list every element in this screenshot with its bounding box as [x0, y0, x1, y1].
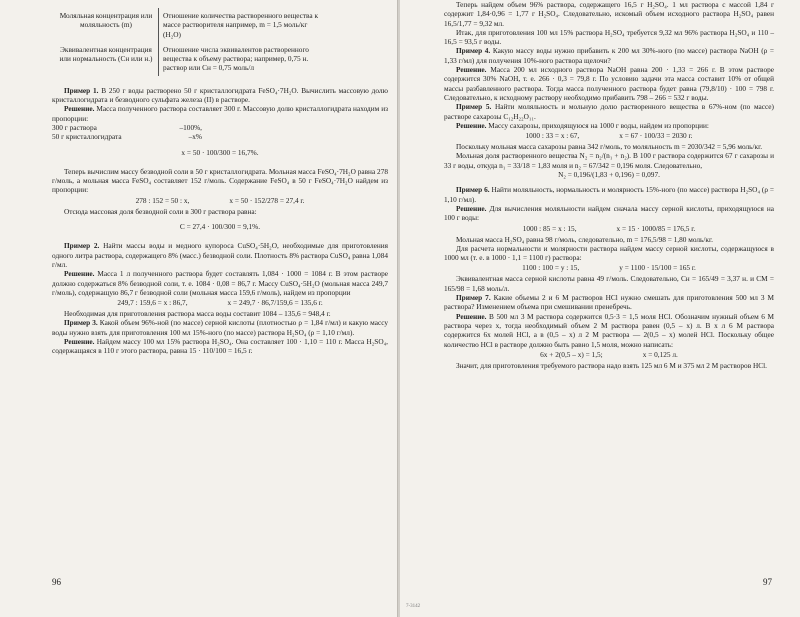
- right-page: [400, 0, 800, 617]
- equation: 278 : 152 = 50 : x,: [135, 195, 190, 205]
- proportion-right: –x%: [188, 132, 202, 142]
- paragraph: Поскольку мольная масса сахарозы равна 342 г/моль, то моляльность m = 2030/342 = 5,96 моль/кг.: [456, 142, 763, 152]
- paragraph: Отсюда массовая доля безводной соли в 300 г раствора равна:: [64, 206, 257, 216]
- page-number: 96: [52, 577, 61, 587]
- equation-row: [444, 262, 774, 274]
- paragraph: Эквивалентная масса серной кислоты равна 49 г/моль. Следовательно, Cн = 165/49 = 3,37 н. и CM = 165/98 = 1,68 моль/л.: [444, 274, 774, 293]
- paragraph: Мольная масса H₂SO₄ равна 98 г/моль, следовательно, m = 176,5/98 = 1,80 моль/кг.: [456, 234, 713, 244]
- example-2-solution: Решение. Масса 1 л полученного раствора будет составлять 1,084 · 1000 = 1084 г. В этом растворе должно содержаться 8% безводной соли, т. е. 1084 · 0,08 = 86,7 г. Массу CuSO₄·5H₂O (мольная масса 249,7 г/моль), содержащую 86,7 г безводной соли (мольная масса 159,6 г/моль), найдем из пропорции: [52, 269, 388, 297]
- example-7-text: Пример 7. Какие объемы 2 и 6 M растворов HCl нужно смешать для приготовления 500 мл 3 M раствора? Изменением объема при смешивании пренебречь.: [444, 293, 774, 312]
- paragraph: Значит, для приготовления требуемого раствора надо взять 125 мл 6 M и 375 мл 2 M растворов HCl.: [456, 360, 767, 370]
- equation: y = 1100 · 15/100 = 165 г.: [619, 263, 696, 273]
- example-6-text: Пример 6. Найти моляльность, нормальность и молярность 15%-ного (по массе) раствора H₂SO₄ (ρ = 1,10 г/мл).: [444, 185, 774, 204]
- example-1-solution: Решение. Масса полученного раствора составляет 300 г. Массовую долю кристаллогидрата находим из пропорции:: [52, 104, 388, 123]
- equation: x = 50 · 100/300 = 16,7%.: [181, 147, 259, 157]
- example-1-text: Пример 1. В 250 г воды растворено 50 г кристаллогидрата FeSO₄·7H₂O. Вычислить массовую долю кристаллогидрата и безводного сульфата железа (II) в растворе.: [52, 85, 388, 105]
- paragraph: Мольная доля растворенного вещества N₂ = n₂/(n₁ + n₂). В 100 г раствора содержится 67 г сахарозы и 33 г воды, откуда n₁ = 33/18 = 1,83 моля и n₂ = 67/342 = 0,196 моля. Следовательно,: [444, 151, 774, 170]
- equation-row: [444, 349, 774, 361]
- example-3-text: Пример 3. Какой объем 96%-ной (по массе) серной кислоты (плотностью ρ = 1,84 г/мл) и какую массу воды нужно взять для приготовления 100 мл 15%-ного (по массе) раствора H₂SO₄ (ρ = 1,10 г/мл).: [52, 318, 388, 337]
- signature-stamp: 7-3142: [406, 604, 421, 609]
- equation: x = 0,125 л.: [642, 349, 678, 359]
- paragraph: Необходимая для приготовления раствора масса воды составит 1084 – 135,6 = 948,4 г.: [64, 309, 331, 319]
- equation: x = 50 · 152/278 = 27,4 г.: [229, 195, 305, 205]
- proportion-right: –100%,: [179, 122, 202, 132]
- equation-row: [52, 195, 388, 207]
- proportion-left: 300 г раствора: [52, 122, 97, 132]
- paragraph: Теперь найдем объем 96% раствора, содержащего 16,5 г H₂SO₄. 1 мл раствора с массой 1,84 г содержит 1,84·0,96 = 1,77 г H₂SO₄. Следовательно, искомый объем исходного раствора H₂SO₄ равен 16,5/1,77 = 9,32 мл.: [444, 0, 774, 28]
- def-desc: Отношение числа эквивалентов растворенного вещества к объему раствора; например, 0,75 н. раствор или Cн = 0,75 моль/л: [163, 44, 309, 73]
- left-page: [0, 0, 398, 617]
- equation: 6x + 2(0,5 – x) = 1,5;: [540, 349, 603, 359]
- def-term: Моляльная концентрация или моляльность (m): [54, 8, 159, 42]
- example-7-solution: Решение. В 500 мл 3 M раствора содержится 0,5·3 = 1,5 моля HCl. Обозначим нужный объем 6 M раствора через x, тогда необходимый объем 2 M раствора равен (0,5 – x) л. В x л 6 M раствора содержится 6x молей HCl, а в (0,5 – x) л 2 M раствора — 2(0,5 – x) молей HCl. Поскольку общее количество HCl в растворе должно быть равно 1,5 моля, можно написать:: [444, 311, 774, 349]
- def-desc: Отношение количества растворенного вещества к массе растворителя например, m = 1,5 моль/кг (H₂O): [163, 11, 318, 39]
- table-row: [54, 8, 324, 42]
- paragraph: Итак, для приготовления 100 мл 15% раствора H₂SO₄ требуется 9,32 мл 96% раствора H₂SO₄ и 110 – 16,5 = 93,5 г воды.: [444, 27, 774, 47]
- equation: x = 67 · 100/33 = 2030 г.: [619, 131, 693, 141]
- example-4-solution: Решение. Масса 200 мл исходного раствора NaOH равна 200 · 1,33 = 266 г. В этом растворе содержится 30% NaOH, т. е. 266 · 0,3 = 79,8 г. По условию задачи эта масса составит 10% от общей массы разбавленного раствора. Тогда масса полученного раствора будет равна (79,8/10) · 100 = 798 г. Следовательно, к исходному раствору необходимо прибавить 798 – 266 = 532 г воды.: [444, 65, 774, 102]
- equation: 1000 : 85 = x : 15,: [522, 223, 577, 233]
- def-term: Эквивалентная концентрация или нормальность (Cн или н.): [54, 42, 159, 76]
- equation: x = 249,7 · 86,7/159,6 = 135,6 г.: [227, 298, 323, 308]
- example-2-text: Пример 2. Найти массы воды и медного купороса CuSO₄·5H₂O, необходимые для приготовления одного литра раствора, содержащего 8% (масс.) безводной соли. Плотность 8% раствора CuSO₄ равна 1,084 г/мл.: [52, 241, 388, 269]
- proportion-row: [52, 123, 202, 132]
- equation: x = 15 · 1000/85 = 176,5 г.: [616, 223, 696, 233]
- equation: 249,7 : 159,6 = x : 86,7,: [117, 298, 188, 308]
- proportion-left: 50 г кристаллогидрата: [52, 132, 122, 142]
- paragraph: Для расчета нормальности и молярности раствора найдем массу серной кислоты, содержащуюся в 1000 мл (т. е. в 1000 · 1,1 = 1100 г) раствора:: [444, 243, 774, 263]
- equation: 1000 : 33 = x : 67,: [525, 131, 580, 141]
- proportion-row: [52, 132, 202, 141]
- example-5-solution: Решение. Массу сахарозы, приходящуюся на 1000 г воды, найдем из пропорции:: [456, 120, 709, 130]
- table-row: [54, 42, 324, 76]
- equation-row: [444, 130, 774, 142]
- equation: N₂ = 0,196/(1,83 + 0,196) = 0,097.: [558, 170, 660, 180]
- equation-row: [444, 223, 774, 235]
- equation: C = 27,4 · 100/300 = 9,1%.: [179, 222, 261, 232]
- equation: 1100 : 100 = y : 15,: [522, 263, 580, 273]
- example-3-solution: Решение. Найдем массу 100 мл 15% раствора H₂SO₄. Она составляет 100 · 1,10 = 110 г. Масса H₂SO₄, содержащаяся в 110 г этого раствора, равна 15 · 110/100 = 16,5 г.: [52, 337, 388, 356]
- example-5-text: Пример 5. Найти моляльность и мольную долю растворенного вещества в 67%-ном (по массе) растворе сахарозы C₁₂H₂₂O₁₁.: [444, 102, 774, 121]
- definitions-table: [54, 8, 324, 76]
- equation-row: [52, 297, 388, 309]
- example-6-solution: Решение. Для вычисления моляльности найдем сначала массу серной кислоты, приходящуюся на 100 г воды:: [444, 203, 774, 223]
- example-4-text: Пример 4. Какую массу воды нужно прибавить к 200 мл 30%-ного (по массе) раствора NaOH (ρ = 1,33 г/мл) для получения 10%-ного раствора щелочи?: [444, 46, 774, 65]
- paragraph: Теперь вычислим массу безводной соли в 50 г кристаллогидрата. Мольная масса FeSO₄·7H₂O равна 278 г/моль, а мольная масса FeSO₄ составляет 152 г/моль. Содержание FeSO₄ в 50 г FeSO₄·7H₂O найдем из пропорции:: [52, 166, 388, 195]
- page-number: 97: [763, 577, 772, 587]
